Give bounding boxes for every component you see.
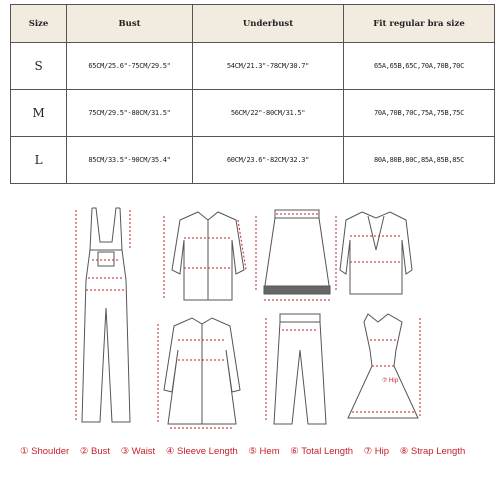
row-bust: 75CM/29.5"-80CM/31.5" (67, 90, 193, 137)
header-bust: Bust (67, 5, 193, 43)
hip-label: ⑦ Hip (382, 378, 399, 384)
legend-item: ① Shoulder (20, 446, 70, 457)
row-bust: 85CM/33.5"-90CM/35.4" (67, 137, 193, 184)
legend-item: ⑦ Hip (363, 446, 390, 457)
header-underbust: Underbust (193, 5, 344, 43)
legend-item: ④ Sleeve Length (165, 446, 238, 457)
legend-item: ⑥ Total Length (290, 446, 353, 457)
table-row (11, 137, 495, 184)
legend-item: ③ Waist (120, 446, 156, 457)
row-underbust: 54CM/21.3"-78CM/30.7" (193, 43, 344, 90)
legend-item: ② Bust (79, 446, 110, 457)
table-header-row (11, 5, 495, 43)
row-bust: 65CM/25.6"-75CM/29.5" (67, 43, 193, 90)
header-bra-size: Fit regular bra size (344, 5, 495, 43)
table-row (11, 43, 495, 90)
row-bra-size: 80A,80B,80C,85A,85B,85C (344, 137, 495, 184)
row-underbust: 56CM/22"-80CM/31.5" (193, 90, 344, 137)
garment-measurement-figures (0, 190, 500, 430)
dress-icon (348, 314, 420, 418)
shirt-icon (164, 212, 246, 300)
row-size: M (11, 90, 67, 137)
legend-item: ⑧ Strap Length (399, 446, 466, 457)
size-chart-table (10, 4, 495, 184)
blazer-icon (336, 212, 412, 294)
legend-item: ⑤ Hem (248, 446, 280, 457)
pants-icon (266, 314, 326, 424)
table-row (11, 90, 495, 137)
row-bra-size: 70A,70B,70C,75A,75B,75C (344, 90, 495, 137)
measurement-legend (20, 446, 490, 466)
row-size: L (11, 137, 67, 184)
row-size: S (11, 43, 67, 90)
overalls-icon (76, 208, 130, 422)
header-size: Size (11, 5, 67, 43)
coat-icon (158, 318, 240, 428)
skirt-icon (256, 210, 330, 300)
row-underbust: 60CM/23.6"-82CM/32.3" (193, 137, 344, 184)
row-bra-size: 65A,65B,65C,70A,70B,70C (344, 43, 495, 90)
